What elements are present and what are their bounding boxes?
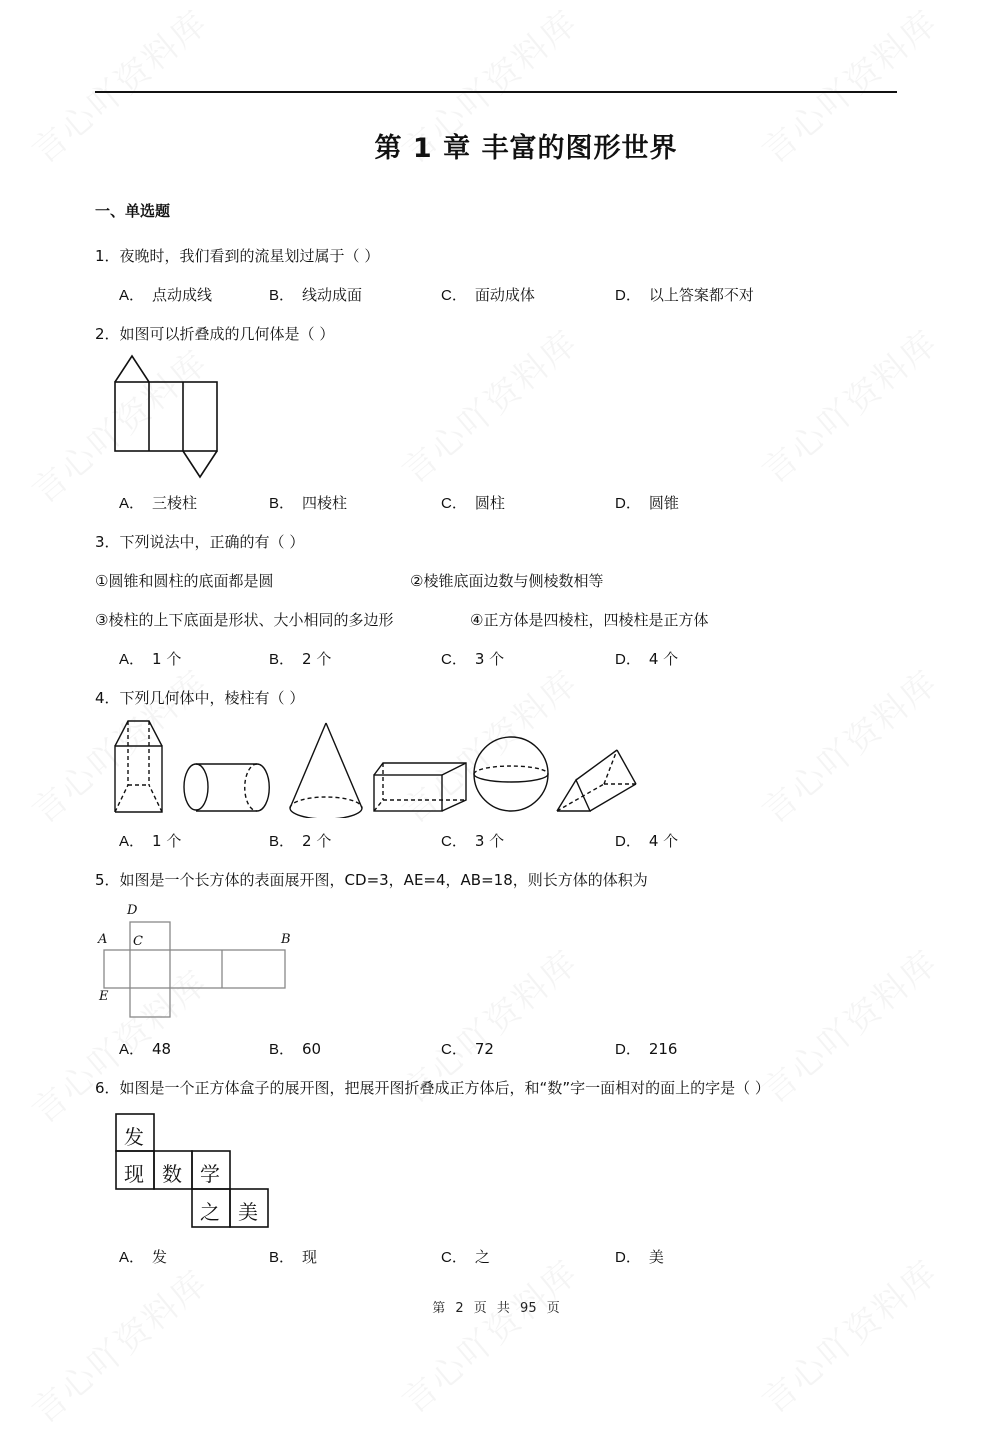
- question-text: 如图是一个长方体的表面展开图，CD=3，AE=4，AB=18，则长方体的体积为: [119, 871, 648, 889]
- option-d[interactable]: D． 216: [615, 1040, 678, 1058]
- cuboid-solid: [374, 763, 466, 811]
- question-number: 2．: [95, 325, 120, 343]
- label-c: C: [133, 934, 143, 949]
- option-b[interactable]: B． 2 个: [269, 650, 332, 668]
- cylinder-solid: [184, 764, 269, 811]
- question-2-options: [119, 492, 679, 513]
- watermark: [750, 1246, 947, 1422]
- option-a[interactable]: A． 1 个: [119, 650, 182, 668]
- question-2: [95, 323, 334, 344]
- watermark: [750, 656, 947, 832]
- question-6: [95, 1077, 770, 1098]
- question-4-options: [119, 830, 678, 851]
- option-a[interactable]: A． 48: [119, 1040, 172, 1058]
- header-rule: [95, 91, 897, 93]
- label-a: A: [98, 932, 108, 947]
- option-c[interactable]: C． 72: [441, 1040, 494, 1058]
- question-text: 如图可以折叠成的几何体是（ ）: [119, 325, 335, 343]
- cube-net-figure: [115, 1113, 271, 1229]
- question-number: 1．: [95, 247, 120, 265]
- question-6-options: [119, 1246, 664, 1267]
- cube-face-mei: 美: [238, 1200, 258, 1224]
- question-5: [95, 869, 648, 890]
- option-b[interactable]: B． 四棱柱: [269, 494, 348, 512]
- question-text: 下列几何体中，棱柱有（ ）: [119, 689, 305, 707]
- chapter-title: 第 1 章 丰富的图形世界: [374, 133, 678, 164]
- prism-solid: [115, 721, 162, 812]
- option-a[interactable]: A． 三棱柱: [119, 494, 198, 512]
- cube-face-zhi: 之: [200, 1200, 220, 1224]
- option-a[interactable]: A． 点动成线: [119, 286, 213, 304]
- question-text: 下列说法中，正确的有（ ）: [119, 533, 305, 551]
- option-d[interactable]: D． 4 个: [615, 650, 679, 668]
- option-b[interactable]: B． 线动成面: [269, 286, 363, 304]
- question-number: 3．: [95, 533, 120, 551]
- label-d: D: [127, 903, 138, 918]
- statement-3: ③棱柱的上下底面是形状、大小相同的多边形: [95, 611, 394, 629]
- statement-2: ②棱锥底面边数与侧棱数相等: [410, 572, 604, 590]
- cone-solid: [290, 723, 362, 818]
- watermark: [750, 936, 947, 1112]
- page-footer: 第 2 页 共 95 页: [432, 1301, 560, 1316]
- label-e: E: [99, 989, 109, 1004]
- watermark: [20, 1256, 217, 1432]
- option-b[interactable]: B． 2 个: [269, 832, 332, 850]
- option-d[interactable]: D． 圆锥: [615, 494, 679, 512]
- option-d[interactable]: D． 4 个: [615, 832, 679, 850]
- sphere-solid: [474, 737, 548, 811]
- cube-face-fa: 发: [124, 1125, 144, 1149]
- cuboid-net-figure: [95, 902, 305, 1020]
- cube-face-shu: 数: [162, 1162, 182, 1186]
- triangular-prism-solid: [557, 750, 636, 811]
- triangular-prism-net-figure: [112, 352, 222, 480]
- watermark: [390, 316, 587, 492]
- question-1-options: [119, 284, 754, 305]
- question-4: [95, 687, 304, 708]
- question-number: 5．: [95, 871, 120, 889]
- option-d[interactable]: D． 以上答案都不对: [615, 286, 754, 304]
- question-number: 6．: [95, 1079, 120, 1097]
- question-5-options: [119, 1038, 677, 1059]
- option-b[interactable]: B． 现: [269, 1248, 318, 1266]
- watermark: [750, 316, 947, 492]
- question-number: 4．: [95, 689, 120, 707]
- cube-face-xian: 现: [124, 1162, 144, 1186]
- question-text: 如图是一个正方体盒子的展开图，把展开图折叠成正方体后，和“数”字一面相对的面上的字是（ ）: [119, 1079, 770, 1097]
- question-1: [95, 245, 379, 266]
- option-a[interactable]: A． 发: [119, 1248, 168, 1266]
- option-c[interactable]: C． 面动成体: [441, 286, 535, 304]
- solids-figure: [110, 718, 650, 818]
- option-c[interactable]: C． 3 个: [441, 650, 505, 668]
- section-heading: 一、单选题: [95, 202, 171, 220]
- question-3-options: [119, 648, 678, 669]
- question-3: [95, 531, 304, 552]
- cube-face-xue: 学: [200, 1162, 220, 1186]
- option-c[interactable]: C． 3 个: [441, 832, 505, 850]
- option-a[interactable]: A． 1 个: [119, 832, 182, 850]
- question-text: 夜晚时，我们看到的流星划过属于（ ）: [119, 247, 380, 265]
- option-b[interactable]: B． 60: [269, 1040, 322, 1058]
- option-d[interactable]: D． 美: [615, 1248, 664, 1266]
- option-c[interactable]: C． 圆柱: [441, 494, 505, 512]
- option-c[interactable]: C． 之: [441, 1248, 490, 1266]
- label-b: B: [281, 932, 291, 947]
- statement-1: ①圆锥和圆柱的底面都是圆: [95, 572, 274, 590]
- statement-4: ④正方体是四棱柱，四棱柱是正方体: [470, 611, 709, 629]
- watermark: [390, 1246, 587, 1422]
